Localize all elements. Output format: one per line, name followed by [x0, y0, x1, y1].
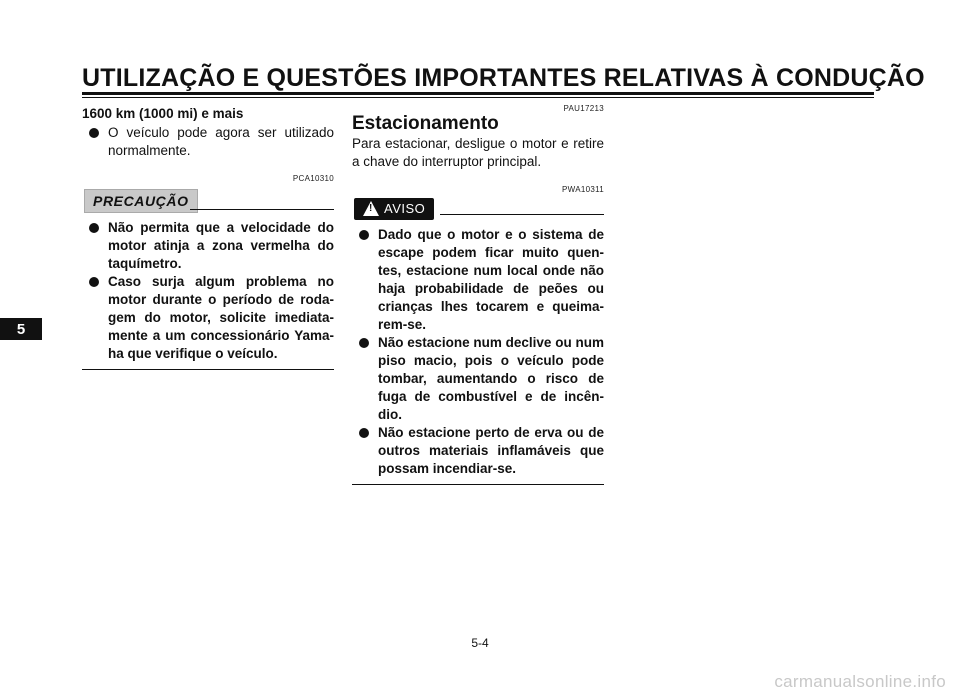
section-heading: Estacionamento: [352, 113, 499, 134]
warning-badge: [354, 198, 434, 220]
caution-item: [82, 273, 334, 363]
caution-header: [82, 189, 334, 219]
caution-rule: [190, 209, 334, 210]
caution-item-text: Não permita que a velocidade do motor atinja a zona vermelha do taquímetro.: [108, 220, 334, 271]
bullet-icon: [359, 338, 369, 348]
warning-item-text: Dado que o motor e o sistema de escape podem ficar muito quen-tes, estacione num local onde não haja probabilidade de peões ou crianças lhes tocarem e queima-rem-se.: [378, 227, 604, 332]
warning-code: PWA10311: [562, 185, 604, 194]
watermark: carmanualsonline.info: [774, 672, 946, 691]
caution-item: [82, 219, 334, 273]
warning-end-rule: [352, 484, 604, 485]
warning-label: AVISO: [384, 201, 426, 216]
section-code: PAU17213: [563, 104, 604, 113]
warning-item: [352, 226, 604, 334]
left-column: [82, 104, 334, 370]
exclamation-icon: !: [369, 203, 373, 214]
title-underline-thick: [82, 92, 874, 95]
mileage-heading: 1600 km (1000 mi) e mais: [82, 106, 244, 121]
warning-rule: [440, 214, 604, 215]
warning-item: [352, 334, 604, 424]
page-title: UTILIZAÇÃO E QUESTÕES IMPORTANTES RELATIVAS À CONDUÇÃO: [82, 64, 925, 92]
title-underline-thin: [82, 97, 874, 98]
list-item: [82, 124, 334, 160]
page-number: 5-4: [471, 636, 489, 650]
warning-header: [352, 198, 604, 226]
bullet-icon: [89, 223, 99, 233]
warning-item-text: Não estacione num declive ou num piso macio, pois o veículo pode tombar, aumentando o risco de fuga de combustível e de incên-dio.: [378, 335, 604, 422]
section-body: Para estacionar, desligue o motor e retire a chave do interruptor principal.: [352, 136, 604, 169]
caution-item-text: Caso surja algum problema no motor durante o período de roda-gem do motor, solicite imediata-mente a um concessionário Yama-ha que verifique o veículo.: [108, 274, 334, 361]
caution-badge: PRECAUÇÃO: [84, 189, 198, 213]
warning-item-text: Não estacione perto de erva ou de outros materiais inflamáveis que possam incendiar-se.: [378, 425, 604, 476]
caution-code: PCA10310: [292, 174, 334, 183]
chapter-number: 5: [16, 321, 26, 338]
right-column: [352, 104, 604, 485]
bullet-icon: [89, 128, 99, 138]
bullet-icon: [359, 230, 369, 240]
warning-item: [352, 424, 604, 478]
list-item-text: O veículo pode agora ser utilizado normalmente.: [108, 125, 334, 158]
caution-end-rule: [82, 369, 334, 370]
bullet-icon: [89, 277, 99, 287]
bullet-icon: [359, 428, 369, 438]
